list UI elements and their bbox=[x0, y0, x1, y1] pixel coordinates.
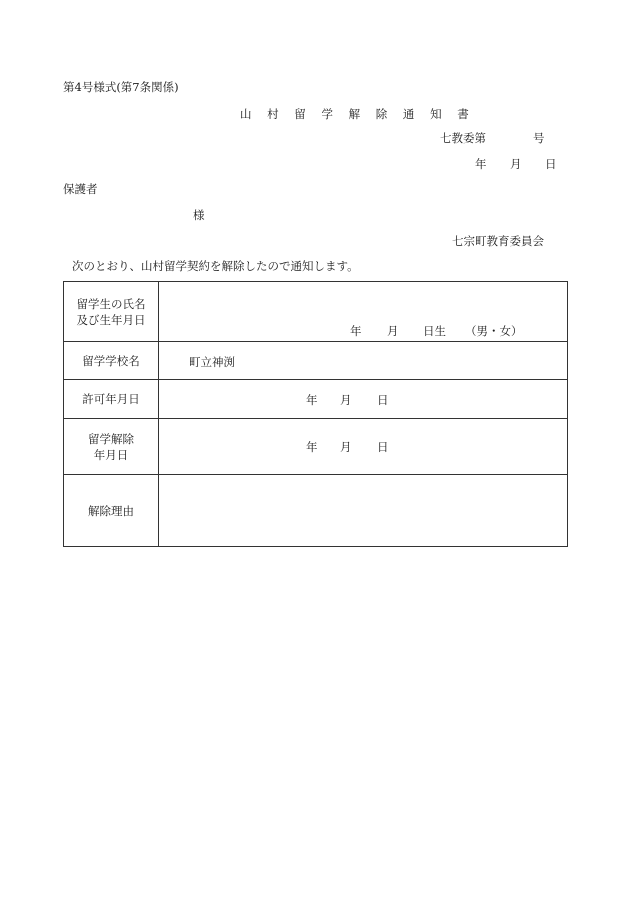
document-title: 山 村 留 学 解 除 通 知 書 bbox=[240, 107, 475, 121]
school-name: 町立神渕 bbox=[189, 355, 235, 369]
permission-date-value[interactable] bbox=[159, 380, 568, 419]
issue-date-day: 日 bbox=[545, 157, 557, 171]
permission-year: 年 bbox=[306, 393, 318, 407]
table-row-school bbox=[64, 342, 568, 380]
school-label bbox=[64, 342, 159, 380]
permission-day: 日 bbox=[377, 393, 389, 407]
reason-value[interactable] bbox=[159, 475, 568, 547]
permission-date-label bbox=[64, 380, 159, 419]
birth-day: 日生 bbox=[423, 324, 446, 338]
termination-date-value[interactable] bbox=[159, 419, 568, 475]
school-label-line1: 留学学校名 bbox=[82, 353, 140, 368]
recipient-role: 保護者 bbox=[63, 182, 98, 196]
student-value[interactable] bbox=[159, 282, 568, 342]
reason-label-line1: 解除理由 bbox=[88, 503, 134, 518]
termination-month: 月 bbox=[340, 440, 352, 454]
termination-date-label bbox=[64, 419, 159, 475]
issue-date-month: 月 bbox=[510, 157, 522, 171]
termination-date-label-line2: 年月日 bbox=[93, 447, 129, 462]
birth-year: 年 bbox=[350, 324, 362, 338]
table-row-reason bbox=[64, 475, 568, 547]
intro-text: 次のとおり、山村留学契約を解除したので通知します。 bbox=[72, 259, 359, 273]
student-label-line2: 及び生年月日 bbox=[76, 312, 146, 327]
table-row-permission-date bbox=[64, 380, 568, 419]
table-row-termination-date bbox=[64, 419, 568, 475]
birth-month: 月 bbox=[387, 324, 399, 338]
issue-date-year: 年 bbox=[475, 157, 487, 171]
gender-choice: （男・女） bbox=[465, 324, 523, 338]
table-row-student bbox=[64, 282, 568, 342]
termination-year: 年 bbox=[306, 440, 318, 454]
issuer-name: 七宗町教育委員会 bbox=[452, 234, 544, 248]
student-label-line1: 留学生の氏名 bbox=[76, 296, 146, 311]
school-value[interactable] bbox=[159, 342, 568, 380]
recipient-honorific: 様 bbox=[193, 208, 205, 222]
termination-date-label-line1: 留学解除 bbox=[88, 431, 134, 446]
notice-table bbox=[63, 281, 568, 547]
student-label bbox=[64, 282, 159, 342]
reason-label bbox=[64, 475, 159, 547]
permission-month: 月 bbox=[340, 393, 352, 407]
document-number-prefix: 七教委第 bbox=[440, 131, 486, 145]
document-number-suffix: 号 bbox=[533, 131, 545, 145]
form-number: 第4号様式(第7条関係) bbox=[63, 80, 179, 94]
termination-day: 日 bbox=[377, 440, 389, 454]
permission-date-label-line1: 許可年月日 bbox=[82, 392, 140, 406]
